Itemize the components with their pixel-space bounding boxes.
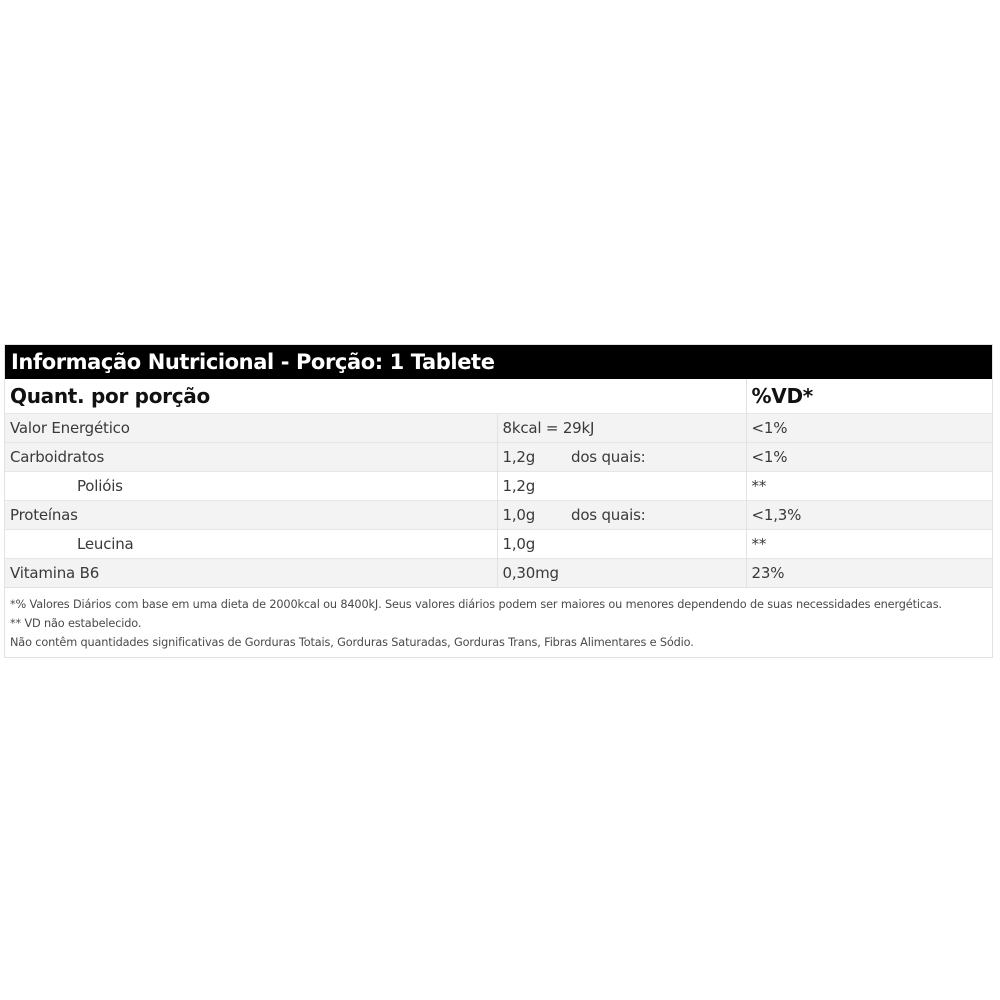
- nutrient-amount: 1,2g: [497, 443, 563, 472]
- nutrient-daily-value: **: [746, 530, 992, 559]
- nutrient-daily-value: <1%: [746, 414, 992, 443]
- nutrient-amount: 1,0g: [497, 530, 746, 559]
- footnote-daily-values: *% Valores Diários com base em uma dieta de 2000kcal ou 8400kJ. Seus valores diários podem ser maiores ou menores dependendo de suas necessidades energéticas.: [10, 598, 942, 611]
- nutrient-daily-value: <1,3%: [746, 501, 992, 530]
- quantity-per-serving-header: Quant. por porção: [5, 379, 746, 414]
- table-row: [5, 472, 992, 501]
- nutrient-name: Carboidratos: [5, 443, 497, 472]
- table-row: [5, 443, 992, 472]
- nutrient-name: Polióis: [5, 472, 497, 501]
- nutrient-qualifier: dos quais:: [563, 443, 746, 472]
- nutrient-amount: 8kcal = 29kJ: [497, 414, 746, 443]
- table-row: [5, 530, 992, 559]
- nutrient-amount: 1,2g: [497, 472, 746, 501]
- nutrient-daily-value: **: [746, 472, 992, 501]
- nutrient-name: Proteínas: [5, 501, 497, 530]
- nutrient-name: Valor Energético: [5, 414, 497, 443]
- nutrient-daily-value: 23%: [746, 559, 992, 588]
- nutrient-name: Vitamina B6: [5, 559, 497, 588]
- nutrition-facts-panel: [4, 344, 993, 658]
- table-header-row: [5, 379, 992, 414]
- daily-value-header: %VD*: [746, 379, 992, 414]
- footnote-dv-not-established: ** VD não estabelecido.: [10, 617, 142, 630]
- table-row: [5, 559, 992, 588]
- footnote-insignificant-amounts: Não contêm quantidades significativas de Gorduras Totais, Gorduras Saturadas, Gorduras Trans, Fibras Alimentares e Sódio.: [10, 636, 694, 649]
- table-row: [5, 501, 992, 530]
- nutrition-table: [5, 379, 992, 587]
- footnotes: [5, 587, 992, 652]
- table-row: [5, 414, 992, 443]
- nutrient-amount: 0,30mg: [497, 559, 746, 588]
- nutrient-amount: 1,0g: [497, 501, 563, 530]
- nutrient-qualifier: dos quais:: [563, 501, 746, 530]
- nutrient-name: Leucina: [5, 530, 497, 559]
- nutrient-daily-value: <1%: [746, 443, 992, 472]
- nutrition-title: Informação Nutricional - Porção: 1 Tablete: [5, 345, 992, 379]
